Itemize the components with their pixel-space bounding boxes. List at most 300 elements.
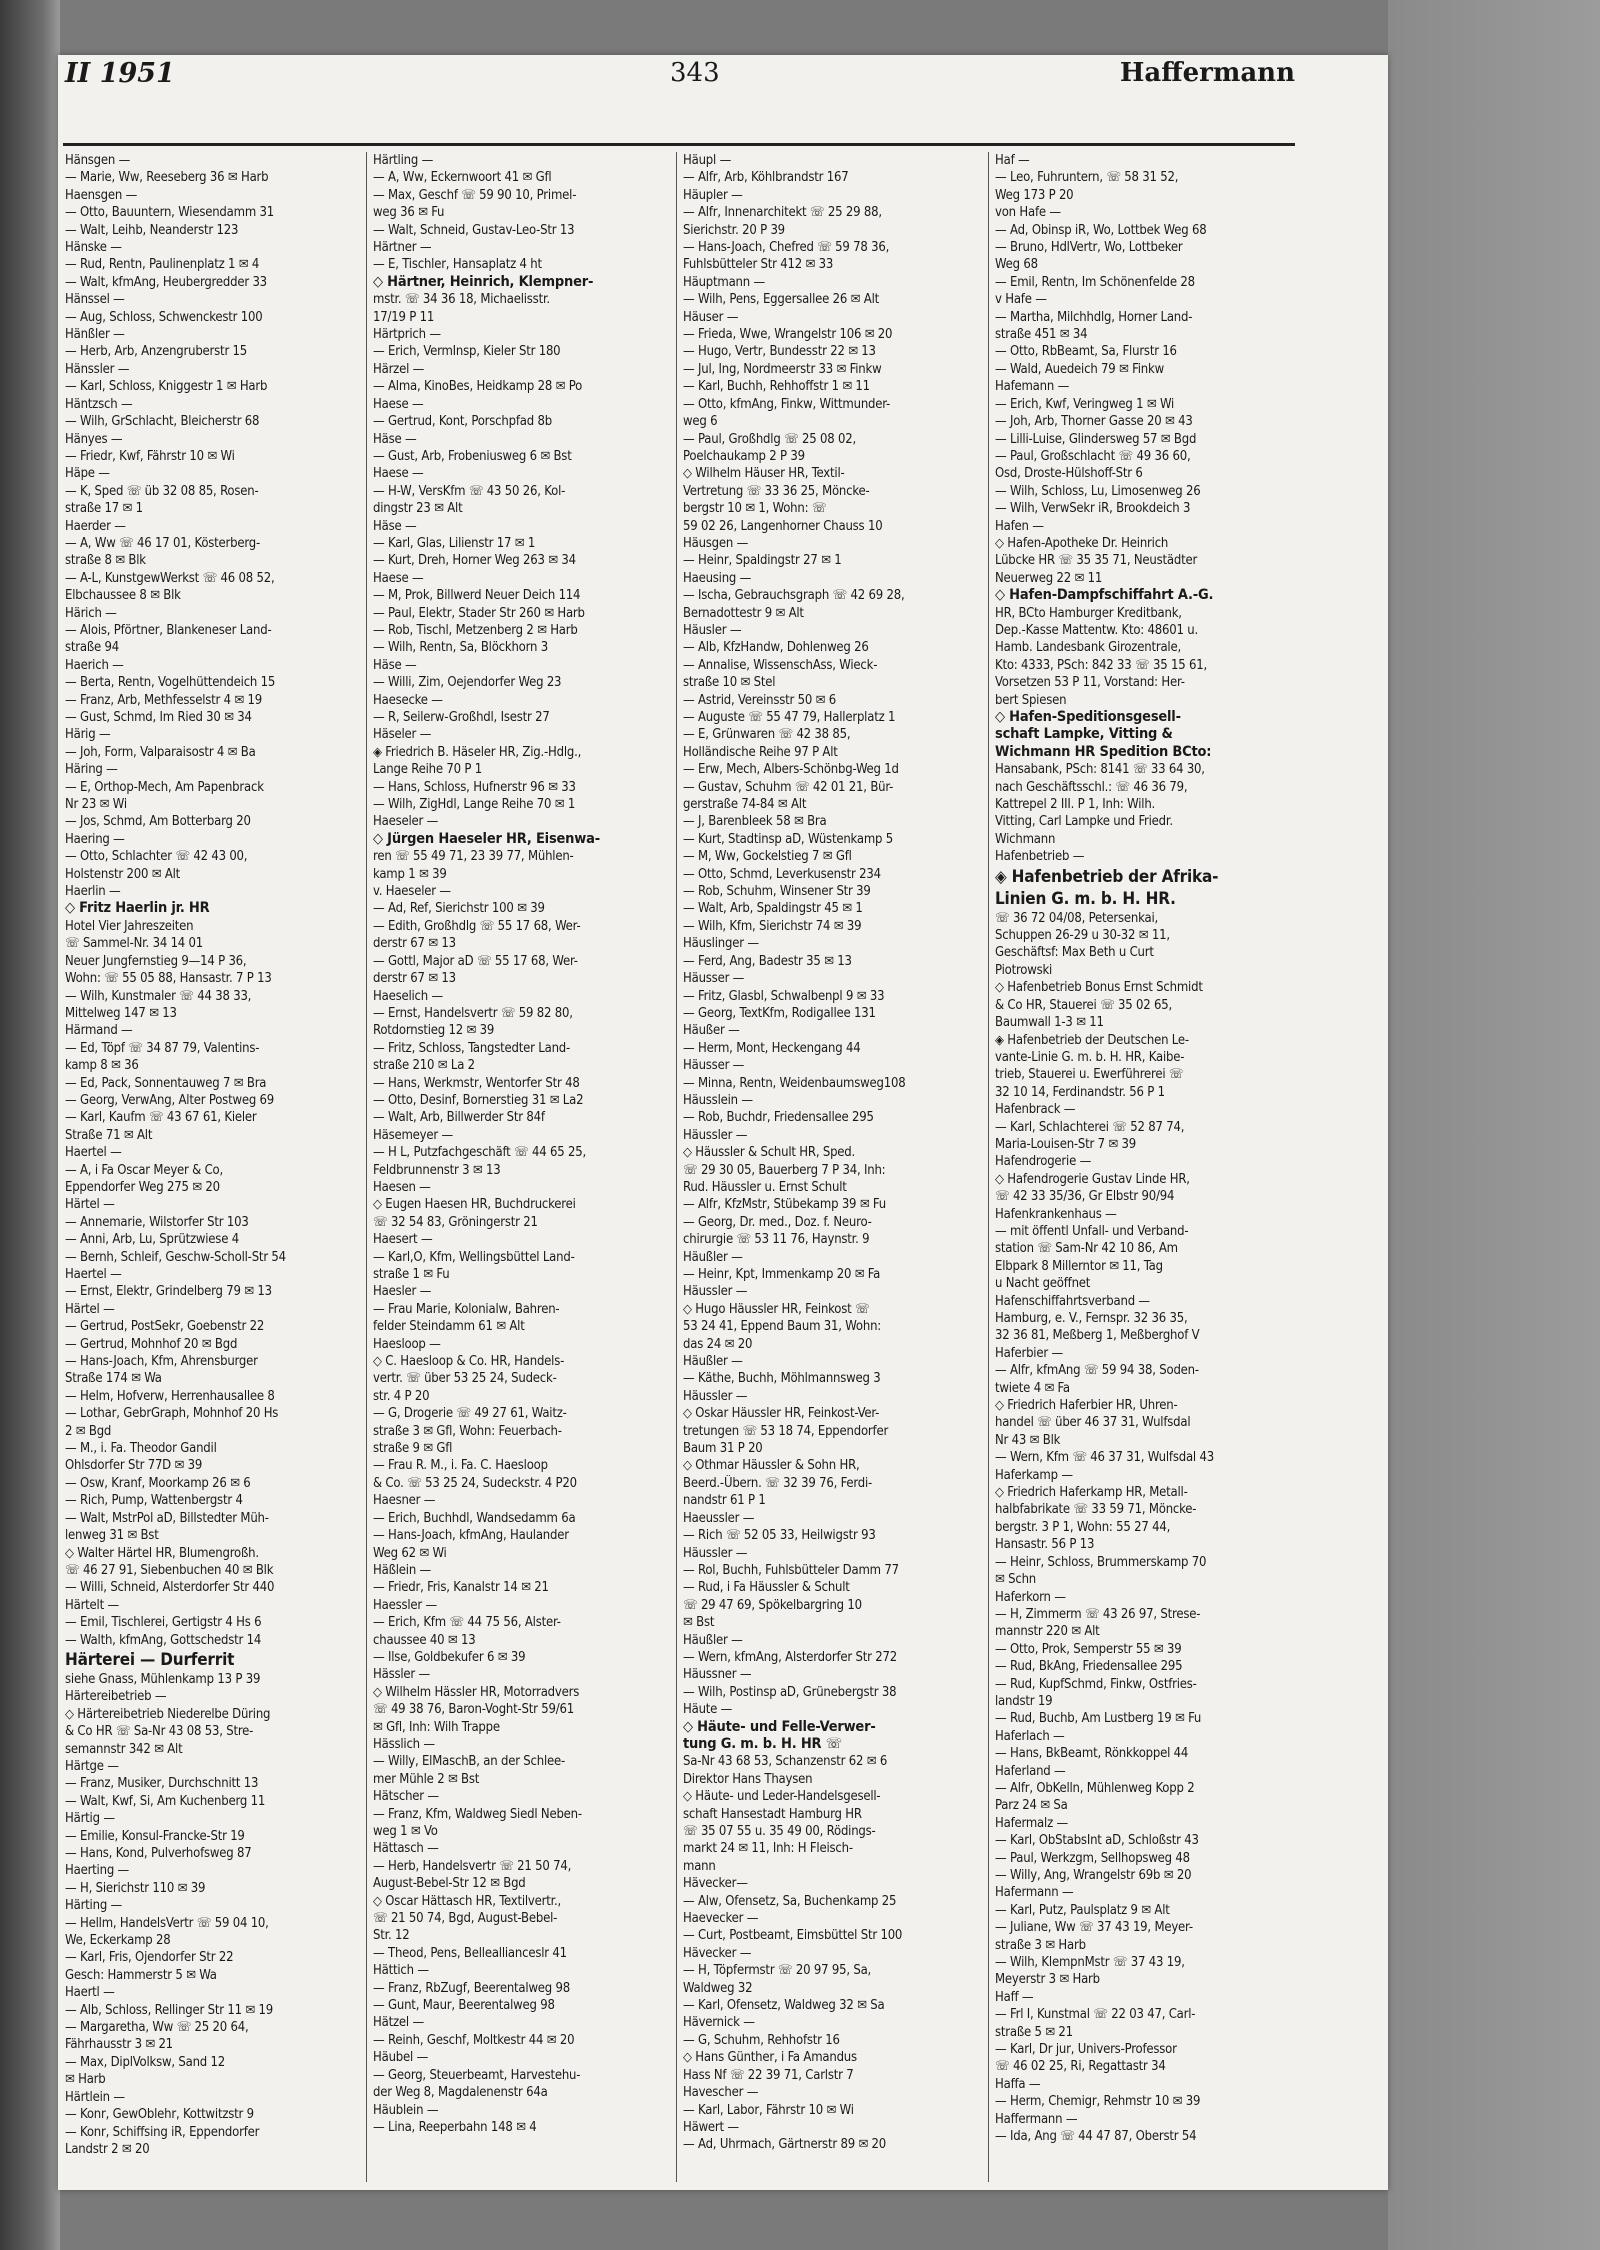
directory-entry-line: — Heinr, Kpt, Immenkamp 20 ✉ Fa [683, 1267, 881, 1282]
directory-entry-line: — Alfr, Innenarchitekt ☏ 25 29 88, [683, 205, 882, 221]
directory-entry-line: — Rol, Buchh, Fuhlsbütteler Damm 77 [683, 1562, 899, 1578]
directory-entry-line: — Walt, Schneid, Gustav-Leo-Str 13 [373, 222, 575, 238]
directory-entry-line: — Wilh, Kunstmaler ☏ 44 38 33, [65, 988, 252, 1004]
directory-entry-line: straße 3 ✉ Harb [995, 1937, 1086, 1953]
directory-entry-line: Piotrowski [995, 962, 1053, 978]
directory-entry-line: weg 1 ✉ Vo [373, 1824, 438, 1839]
directory-entry-line: ◇ Hafen-Speditionsgesell- [995, 709, 1181, 725]
directory-entry-line: — Ernst, Handelsvertr ☏ 59 82 80, [373, 1005, 573, 1021]
directory-entry-line: ◇ Eugen Haesen HR, Buchdruckerei [373, 1197, 576, 1213]
directory-entry-line: straße 10 ✉ Stel [683, 675, 776, 691]
directory-entry-line: Hänsgen — [65, 153, 131, 168]
directory-entry-line: — E, Tischler, Hansaplatz 4 ht [373, 257, 542, 273]
directory-entry-line: — Walt, Leihb, Neanderstr 123 [65, 222, 239, 238]
directory-entry-line: Hätscher — [373, 1789, 439, 1805]
directory-entry-line: — Heinr, Schloss, Brummerskamp 70 [995, 1554, 1207, 1570]
directory-entry-line: Maria-Louisen-Str 7 ✉ 39 [995, 1136, 1137, 1152]
directory-entry-line: Dep.-Kasse Mattentw. Kto: 48601 u. [995, 622, 1198, 638]
directory-entry-line: Härich — [65, 605, 117, 621]
directory-entry-line: Neuer Jungfernstieg 9—14 P 36, [65, 953, 247, 969]
directory-entry-line: — Georg, VerwAng, Alter Postweg 69 [65, 1092, 275, 1108]
directory-entry-line: Mittelweg 147 ✉ 13 [65, 1005, 177, 1021]
directory-entry-line: — H, Töpfermstr ☏ 20 97 95, Sa, [683, 1963, 872, 1979]
directory-entry-line: trieb, Stauerei u. Ewerführerei ☏ [995, 1067, 1184, 1083]
directory-entry-line: Haferkorn — [995, 1589, 1066, 1605]
directory-entry-line: Härtling — [373, 153, 434, 168]
directory-entry-line: Hafendrogerie — [995, 1154, 1092, 1170]
directory-entry-line: ◇ Hugo Häussler HR, Feinkost ☏ [683, 1301, 870, 1317]
directory-entry-line: — Friedr, Kwf, Fährstr 10 ✉ Wi [65, 448, 235, 464]
directory-entry-line: Haevecker — [683, 1911, 759, 1927]
directory-entry-line: — M, Prok, Billwerd Neuer Deich 114 [373, 588, 581, 604]
directory-entry-line: — Ilse, Goldbekufer 6 ✉ 39 [373, 1649, 526, 1665]
directory-entry-line: — Käthe, Buchh, Möhlmannsweg 3 [683, 1371, 881, 1387]
directory-entry-line: ◇ Härtereibetrieb Niederelbe Düring [65, 1706, 271, 1722]
directory-entry-line: Härzel — [373, 361, 425, 377]
directory-entry-line: Häussler — [683, 1545, 748, 1561]
directory-entry-line: Hafermalz — [995, 1815, 1069, 1831]
volume-year: II 1951 [65, 58, 175, 89]
directory-entry-line: Härtelt — [65, 1597, 119, 1613]
directory-entry-line: ✉ Schn [995, 1572, 1036, 1588]
directory-entry-line: ◈ Hafenbetrieb der Deutschen Le- [995, 1032, 1189, 1048]
directory-entry-line: Hättasch — [373, 1841, 439, 1857]
directory-entry-line: ◇ Häute- und Leder-Handelsgesell- [683, 1789, 881, 1805]
directory-entry-line: straße 9 ✉ Gfl [373, 1441, 453, 1457]
directory-entry-line: Waldweg 32 [683, 1980, 753, 1996]
directory-entry-line: Haese — [373, 466, 424, 482]
column-3 [683, 152, 978, 2182]
directory-entry-line: Holländische Reihe 97 P Alt [683, 744, 838, 760]
directory-entry-line: — Frieda, Wwe, Wrangelstr 106 ✉ 20 [683, 327, 893, 343]
directory-entry-line: ◈ Friedrich B. Häseler HR, Zig.-Hdlg., [373, 744, 582, 760]
directory-entry-line: ◇ Hafen-Dampfschiffahrt A.-G. [995, 587, 1214, 604]
directory-entry-line: Härting — [65, 1898, 123, 1914]
directory-entry-line: Landstr 2 ✉ 20 [65, 2141, 150, 2157]
directory-entry-line: — Wilh, GrSchlacht, Bleicherstr 68 [65, 414, 260, 430]
directory-entry-line: — Friedr, Fris, Kanalstr 14 ✉ 21 [373, 1580, 549, 1596]
directory-entry-line: halbfabrikate ☏ 33 59 71, Möncke- [995, 1502, 1197, 1518]
directory-entry-line: — Karl, Labor, Fährstr 10 ✉ Wi [683, 2102, 854, 2118]
directory-entry-line: — Rud, BkAng, Friedensallee 295 [995, 1659, 1183, 1675]
directory-entry-line: — Leo, Fuhruntern, ☏ 58 31 52, [995, 170, 1179, 186]
directory-entry-line: — Alma, KinoBes, Heidkamp 28 ✉ Po [373, 379, 583, 395]
directory-entry-line: — Wern, kfmAng, Alsterdorfer Str 272 [683, 1649, 897, 1665]
directory-entry-line: — Rob, Tischl, Metzenberg 2 ✉ Harb [373, 622, 578, 638]
directory-entry-line: Häupl — [683, 153, 732, 168]
directory-entry-line: — Hans-Joach, Kfm, Ahrensburger [65, 1354, 258, 1370]
directory-entry-line: — Reinh, Geschf, Moltkestr 44 ✉ 20 [373, 2032, 575, 2048]
directory-entry-line: — Wald, Auedeich 79 ✉ Finkw [995, 361, 1164, 377]
directory-entry-line: ☏ 36 72 04/08, Petersenkai, [995, 910, 1159, 926]
page-header [65, 58, 1295, 98]
directory-entry-line: — Paul, Großhdlg ☏ 25 08 02, [683, 431, 856, 447]
directory-entry-line: markt 24 ✉ 11, Inh: H Fleisch- [683, 1841, 853, 1857]
directory-entry-line: — K, Sped ☏ üb 32 08 85, Rosen- [65, 483, 259, 499]
directory-entry-line: — Wilh, ZigHdl, Lange Reihe 70 ✉ 1 [373, 797, 576, 813]
directory-entry-line: Hafemann — [995, 379, 1070, 395]
directory-entry-line: Häpe — [65, 466, 110, 482]
directory-entry-line: ☏ Sammel-Nr. 34 14 01 [65, 936, 204, 952]
directory-entry-line: — Gustav, Schuhm ☏ 42 01 21, Bür- [683, 779, 894, 795]
directory-entry-line: — Rob, Buchdr, Friedensallee 295 [683, 1110, 874, 1126]
directory-entry-line: ◇ Oscar Hättasch HR, Textilvertr., [373, 1893, 562, 1909]
directory-entry-line: Haerich — [65, 657, 124, 673]
directory-entry-line: Wichmann HR Spedition BCto: [995, 743, 1212, 760]
directory-entry-line: Hätzel — [373, 2015, 424, 2031]
directory-entry-line: — Frau R. M., i. Fa. C. Haesloop [373, 1458, 548, 1474]
directory-entry-line: straße 5 ✉ 21 [995, 2024, 1073, 2040]
directory-entry-line: — A, Ww, Eckernwoort 41 ✉ Gfl [373, 170, 552, 186]
directory-entry-line: ☏ 29 30 05, Bauerberg 7 P 34, Inh: [683, 1162, 886, 1178]
directory-entry-line: — Karl, Schlachterei ☏ 52 87 74, [995, 1119, 1185, 1135]
directory-entry-line: — Hellm, HandelsVertr ☏ 59 04 10, [65, 1915, 269, 1931]
directory-entry-line: ◇ Othmar Häussler & Sohn HR, [683, 1458, 860, 1474]
directory-entry-line: Hafermann — [995, 1885, 1074, 1901]
directory-entry-line: — A, i Fa Oscar Meyer & Co, [65, 1162, 224, 1178]
directory-entry-line: — Rud, Buchb, Am Lustberg 19 ✉ Fu [995, 1711, 1202, 1727]
directory-entry-line: Direktor Hans Thaysen [683, 1771, 813, 1787]
directory-entry-line: Fährhausstr 3 ✉ 21 [65, 2037, 173, 2053]
directory-entry-line: Vitting, Carl Lampke und Friedr. [995, 814, 1173, 830]
directory-entry-line: — Hans, Werkmstr, Wentorfer Str 48 [373, 1075, 580, 1091]
directory-entry-line: — Karl, Kaufm ☏ 43 67 61, Kieler [65, 1110, 257, 1126]
directory-entry-line: Kattrepel 2 III. P 1, Inh: Wilh. [995, 797, 1156, 813]
directory-entry-line: Haerting — [65, 1863, 130, 1879]
directory-entry-line: Str. 12 [373, 1928, 410, 1944]
directory-entry-line: ◇ Hafen-Apotheke Dr. Heinrich [995, 535, 1169, 551]
directory-entry-line: — Franz, RbZugf, Beerentalweg 98 [373, 1980, 571, 1996]
directory-entry-line: — E, Grünwaren ☏ 42 38 85, [683, 727, 851, 743]
directory-entry-line: Hamb. Landesbank Girozentrale, [995, 640, 1181, 656]
directory-entry-line: nach Geschäftsschl.: ☏ 46 36 79, [995, 779, 1188, 795]
directory-entry-line: — Emil, Rentn, Im Schönenfelde 28 [995, 274, 1195, 290]
directory-entry-line: — G, Schuhm, Rehhofstr 16 [683, 2032, 840, 2048]
directory-entry-line: Ohlsdorfer Str 77D ✉ 39 [65, 1458, 203, 1474]
directory-entry-line: — Paul, Werkzgm, Sellhopsweg 48 [995, 1850, 1190, 1866]
directory-entry-line: — Georg, Steuerbeamt, Harvestehu- [373, 2067, 581, 2083]
directory-entry-line: Härmand — [65, 1023, 133, 1039]
directory-entry-line: Härtge — [65, 1758, 119, 1774]
directory-entry-line: — Gertrud, Kont, Porschpfad 8b [373, 414, 552, 430]
directory-entry-line: Poelchaukamp 2 P 39 [683, 448, 805, 464]
directory-entry-line: — Gunt, Maur, Beerentalweg 98 [373, 1998, 555, 2014]
directory-entry-line: landstr 19 [995, 1693, 1053, 1709]
directory-entry-line: Fuhlsbütteler Str 412 ✉ 33 [683, 257, 834, 273]
directory-entry-line: — Aug, Schloss, Schwenckestr 100 [65, 309, 263, 325]
directory-entry-line: — M, Ww, Gockelstieg 7 ✉ Gfl [683, 849, 852, 865]
directory-entry-line: ◈ Hafenbetrieb der Afrika- [995, 866, 1219, 887]
directory-entry-line: — Georg, Dr. med., Doz. f. Neuro- [683, 1214, 872, 1230]
directory-entry-line: Haeussler — [683, 1510, 755, 1526]
directory-entry-line: Haeseler — [373, 814, 439, 830]
directory-entry-line: — Willi, Schneid, Alsterdorfer Str 440 [65, 1580, 275, 1596]
directory-entry-line: mann [683, 1858, 716, 1874]
directory-entry-line: Hänssel — [65, 292, 125, 308]
directory-entry-line: — Marie, Ww, Reeseberg 36 ✉ Harb [65, 170, 269, 186]
directory-entry-line: station ☏ Sam-Nr 42 10 86, Am [995, 1241, 1178, 1257]
directory-entry-line: bergstr. 3 P 1, Wohn: 55 27 44, [995, 1519, 1171, 1535]
directory-entry-line: — Joh, Arb, Thorner Gasse 20 ✉ 43 [995, 414, 1193, 430]
directory-entry-line: — Karl,O, Kfm, Wellingsbüttel Land- [373, 1249, 575, 1265]
directory-entry-line: Häuslinger — [683, 936, 759, 952]
directory-entry-line: vante-Linie G. m. b. H. HR, Kaibe- [995, 1049, 1185, 1065]
directory-entry-line: — R, Seilerw-Großhdl, Isestr 27 [373, 710, 550, 725]
directory-entry-line: Haertl — [65, 1985, 115, 2001]
directory-entry-line: 2 ✉ Bgd [65, 1423, 112, 1439]
directory-entry-line: — Erich, Kfm ☏ 44 75 56, Alster- [373, 1615, 561, 1631]
directory-entry-line: Häußer — [683, 1023, 740, 1039]
directory-entry-line: — Ed, Pack, Sonnentauweg 7 ✉ Bra [65, 1075, 267, 1091]
directory-entry-line: — Fritz, Glasbl, Schwalbenpl 9 ✉ 33 [683, 988, 885, 1004]
directory-entry-line: — Karl, Dr jur, Univers-Professor [995, 2042, 1177, 2058]
directory-entry-line: ✉ Harb [65, 2072, 106, 2088]
directory-entry-line: Haese — [373, 570, 424, 586]
directory-entry-line: siehe Gnass, Mühlenkamp 13 P 39 [65, 1671, 261, 1687]
directory-entry-line: — Karl, Glas, Lilienstr 17 ✉ 1 [373, 535, 536, 551]
directory-entry-line: dingstr 23 ✉ Alt [373, 501, 463, 517]
directory-entry-line: — Max, Geschf ☏ 59 90 10, Primel- [373, 187, 577, 203]
directory-entry-line: Nr 43 ✉ Blk [995, 1432, 1061, 1448]
directory-entry-line: — Berta, Rentn, Vogelhüttendeich 15 [65, 675, 276, 691]
directory-entry-line: — Hans, Schloss, Hufnerstr 96 ✉ 33 [373, 779, 576, 795]
directory-entry-line: — Hans, BkBeamt, Rönkkoppel 44 [995, 1746, 1189, 1762]
directory-entry-line: ◇ Hafendrogerie Gustav Linde HR, [995, 1171, 1190, 1187]
column-divider [676, 152, 677, 2182]
directory-entry-line: kamp 8 ✉ 36 [65, 1058, 139, 1074]
directory-entry-line: der Weg 8, Magdalenenstr 64a [373, 2085, 548, 2101]
directory-entry-line: — Paul, Großschlacht ☏ 49 36 60, [995, 448, 1191, 464]
directory-entry-line: Häusgen — [683, 535, 749, 551]
directory-entry-line: Hafenschiffahrtsverband — [995, 1293, 1150, 1309]
directory-entry-line: Rud. Häussler u. Ernst Schult [683, 1179, 847, 1195]
directory-entry-line: — Franz, Kfm, Waldweg Siedl Neben- [373, 1806, 582, 1822]
directory-entry-line: — Anni, Arb, Lu, Sprützwiese 4 [65, 1232, 239, 1248]
directory-entry-line: tung G. m. b. H. HR ☏ [683, 1735, 842, 1752]
directory-entry-line: — Joh, Form, Valparaisostr 4 ✉ Ba [65, 744, 256, 760]
column-1 [65, 152, 360, 2182]
directory-entry-line: — Astrid, Vereinsstr 50 ✉ 6 [683, 692, 836, 708]
directory-entry-line: Parz 24 ✉ Sa [995, 1798, 1068, 1814]
directory-entry-line: — Heinr, Spaldingstr 27 ✉ 1 [683, 553, 842, 569]
directory-entry-line: Häußler — [683, 1632, 743, 1648]
directory-entry-line: Neuerweg 22 ✉ 11 [995, 570, 1103, 586]
directory-entry-line: — Bernh, Schleif, Geschw-Scholl-Str 54 [65, 1249, 286, 1265]
directory-entry-line: Straße 71 ✉ Alt [65, 1127, 153, 1143]
directory-entry-line: ◇ Härtner, Heinrich, Klempner- [373, 273, 594, 290]
directory-entry-line: 32 36 81, Meßberg 1, Meßberghof V [995, 1328, 1200, 1344]
directory-entry-line: Hafenbrack — [995, 1102, 1076, 1118]
directory-entry-line: Sa-Nr 43 68 53, Schanzenstr 62 ✉ 6 [683, 1754, 888, 1770]
directory-entry-line: schaft Lampke, Vitting & [995, 726, 1173, 743]
directory-entry-line: Hänyes — [65, 431, 123, 447]
directory-entry-line: ◇ Walter Härtel HR, Blumengroßh. [65, 1545, 259, 1561]
directory-entry-line: Haesen — [373, 1179, 431, 1195]
directory-entry-line: — Alb, Schloss, Rellinger Str 11 ✉ 19 [65, 2002, 273, 2018]
directory-entry-line: — Ida, Ang ☏ 44 47 87, Oberstr 54 [995, 2129, 1197, 2145]
directory-entry-line: vertr. ☏ über 53 25 24, Sudeck- [373, 1371, 557, 1387]
directory-entry-line: Häsemeyer — [373, 1127, 453, 1143]
directory-entry-line: Hänske — [65, 240, 122, 256]
directory-entry-line: — M., i. Fa. Theodor Gandil [65, 1441, 217, 1457]
directory-entry-line: — Minna, Rentn, Weidenbaumsweg108 [683, 1075, 906, 1091]
directory-entry-line: ☏ 42 33 35/36, Gr Elbstr 90/94 [995, 1189, 1175, 1205]
directory-entry-line: — Ad, Uhrmach, Gärtnerstr 89 ✉ 20 [683, 2137, 887, 2153]
directory-entry-line: Härtlein — [65, 2089, 125, 2105]
directory-entry-line: Häußler — [683, 1249, 743, 1265]
directory-entry-line: Nr 23 ✉ Wi [65, 797, 127, 813]
directory-entry-line: Vorsetzen 53 P 11, Vorstand: Her- [995, 675, 1185, 691]
directory-entry-line: ◇ Häussler & Schult HR, Sped. [683, 1145, 856, 1161]
directory-entry-line: ◇ Fritz Haerlin jr. HR [65, 900, 210, 917]
directory-entry-line: gerstraße 74-84 ✉ Alt [683, 797, 807, 813]
directory-entry-line: das 24 ✉ 20 [683, 1336, 753, 1352]
directory-entry-line: — Gust, Arb, Frobeniusweg 6 ✉ Bst [373, 448, 572, 464]
directory-entry-line: Vertretung ☏ 33 36 25, Möncke- [683, 483, 870, 499]
directory-entry-line: Wohn: ☏ 55 05 88, Hansastr. 7 P 13 [65, 971, 272, 987]
directory-entry-line: August-Bebel-Str 12 ✉ Bgd [373, 1876, 526, 1892]
scan-background [1388, 0, 1600, 2250]
directory-entry-line: & Co. ☏ 53 25 24, Sudeckstr. 4 P20 [373, 1475, 577, 1491]
directory-entry-line: Häwert — [683, 2119, 739, 2135]
directory-entry-line: — Wilh, Pens, Eggersallee 26 ✉ Alt [683, 292, 880, 308]
directory-entry-line: — Gust, Schmd, Im Ried 30 ✉ 34 [65, 710, 252, 725]
directory-entry-line: Lange Reihe 70 P 1 [373, 762, 482, 778]
directory-entry-line: Hänßler — [65, 327, 125, 343]
directory-entry-line: — Karl, Putz, Paulsplatz 9 ✉ Alt [995, 1902, 1170, 1918]
directory-entry-line: ☏ 35 07 55 u. 35 49 00, Rödings- [683, 1824, 876, 1839]
directory-entry-line: Weg 62 ✉ Wi [373, 1545, 447, 1561]
column-divider [366, 152, 367, 2182]
directory-entry-line: straße 451 ✉ 34 [995, 327, 1088, 343]
directory-entry-line: — Bruno, HdlVertr, Wo, Lottbeker [995, 240, 1183, 256]
running-head: Haffermann [1119, 58, 1295, 88]
directory-entry-line: — Otto, Bauuntern, Wiesendamm 31 [65, 205, 275, 221]
directory-entry-line: — Curt, Postbeamt, Eimsbüttel Str 100 [683, 1928, 903, 1944]
directory-entry-line: — Gertrud, PostSekr, Goebenstr 22 [65, 1319, 265, 1335]
directory-entry-line: Hansastr. 56 P 13 [995, 1537, 1095, 1553]
directory-entry-line: Hättich — [373, 1963, 429, 1979]
directory-entry-line: ☏ 49 38 76, Baron-Voght-Str 59/61 [373, 1702, 574, 1718]
directory-entry-line: — Karl, Fris, Ojendorfer Str 22 [65, 1950, 234, 1966]
directory-entry-line: Häusser — [683, 971, 745, 987]
directory-entry-line: str. 4 P 20 [373, 1388, 430, 1404]
directory-entry-line: Haertel — [65, 1267, 122, 1282]
directory-entry-line: ◇ Hans Günther, i Fa Amandus [683, 2050, 857, 2066]
directory-entry-line: & Co HR ☏ Sa-Nr 43 08 53, Stre- [65, 1724, 254, 1740]
directory-entry-line: Härtprich — [373, 327, 441, 343]
directory-entry-line: — Lilli-Luise, Glindersweg 57 ✉ Bgd [995, 431, 1197, 447]
directory-entry-line: Häßlein — [373, 1562, 432, 1578]
directory-entry-line: straße 17 ✉ 1 [65, 501, 143, 517]
directory-entry-line: ren ☏ 55 49 71, 23 39 77, Mühlen- [373, 849, 574, 865]
directory-entry-line: — Theod, Pens, Belleallianceslr 41 [373, 1945, 567, 1961]
directory-entry-line: Hass Nf ☏ 22 39 71, Carlstr 7 [683, 2067, 854, 2083]
directory-entry-line: Häuser — [683, 309, 739, 325]
directory-entry-line: — Alb, KfzHandw, Dohlenweg 26 [683, 640, 869, 656]
directory-entry-line: — Hans-Joach, kfmAng, Haulander [373, 1528, 569, 1544]
directory-entry-line: — Georg, TextKfm, Rodigallee 131 [683, 1005, 876, 1021]
directory-entry-line: Haf — [995, 153, 1030, 168]
directory-entry-line: — A, Ww ☏ 46 17 01, Kösterberg- [65, 535, 261, 551]
directory-entry-line: Hävecker — [683, 1945, 752, 1961]
directory-entry-line: — Wilh, VerwSekr iR, Brookdeich 3 [995, 501, 1191, 517]
directory-entry-line: Meyerstr 3 ✉ Harb [995, 1972, 1100, 1988]
directory-entry-line: Osd, Droste-Hülshoff-Str 6 [995, 466, 1143, 482]
directory-entry-line: Härtner — [373, 240, 432, 256]
directory-entry-line: Elbchaussee 8 ✉ Blk [65, 588, 181, 604]
directory-entry-line: — Martha, Milchhdlg, Horner Land- [995, 309, 1193, 325]
directory-entry-line: Haferbier — [995, 1345, 1063, 1361]
directory-entry-line: — Fritz, Schloss, Tangstedter Land- [373, 1040, 571, 1056]
directory-entry-line: Haesloop — [373, 1336, 441, 1352]
directory-entry-line: Hässlich — [373, 1736, 435, 1752]
directory-entry-line: Haferlach — [995, 1728, 1065, 1744]
directory-entry-line: — Edith, Großhdlg ☏ 55 17 68, Wer- [373, 918, 581, 934]
directory-entry-line: Häntzsch — [65, 396, 133, 412]
directory-entry-line: — Konr, Schiffsing iR, Eppendorfer [65, 2124, 260, 2140]
directory-entry-line: & Co HR, Stauerei ☏ 35 02 65, [995, 997, 1173, 1013]
directory-entry-line: — Alfr, ObKelln, Mühlenweg Kopp 2 [995, 1780, 1195, 1796]
directory-entry-line: — Rud, KupfSchmd, Finkw, Ostfries- [995, 1676, 1197, 1692]
directory-entry-line: chaussee 40 ✉ 13 [373, 1632, 476, 1648]
directory-entry-line: ◇ C. Haesloop & Co. HR, Handels- [373, 1354, 565, 1370]
directory-entry-line: ◇ Friedrich Haferkamp HR, Metall- [995, 1485, 1188, 1501]
directory-entry-line: von Hafe — [995, 205, 1061, 221]
directory-entry-line: — Ischa, Gebrauchsgraph ☏ 42 69 28, [683, 588, 905, 604]
directory-entry-line: Haessler — [373, 1597, 438, 1613]
directory-entry-line: chirurgie ☏ 53 11 76, Haynstr. 9 [683, 1232, 870, 1248]
directory-entry-line: — Ed, Töpf ☏ 34 87 79, Valentins- [65, 1040, 260, 1056]
directory-entry-line: Haesler — [373, 1284, 432, 1300]
directory-entry-line: — Erw, Mech, Albers-Schönbg-Weg 1d [683, 762, 899, 778]
directory-entry-line: schaft Hansestadt Hamburg HR [683, 1806, 862, 1822]
directory-entry-line: ◇ Oskar Häussler HR, Feinkost-Ver- [683, 1406, 880, 1422]
directory-entry-line: Härtel — [65, 1197, 115, 1213]
directory-entry-line: Haese — [373, 396, 424, 412]
directory-entry-line: Hävernick — [683, 2015, 755, 2031]
directory-entry-line: Haffa — [995, 2076, 1041, 2092]
directory-entry-line: Rotdornstieg 12 ✉ 39 [373, 1023, 495, 1039]
directory-entry-line: Haferkamp — [995, 1467, 1073, 1483]
directory-entry-line: Hafen — [995, 518, 1044, 534]
directory-entry-line: — Hans, Kond, Pulverhofsweg 87 [65, 1846, 252, 1861]
directory-entry-line: tretungen ☏ 53 18 74, Eppendorfer [683, 1423, 889, 1439]
directory-entry-line: Häring — [65, 762, 118, 778]
directory-entry-line: Häubel — [373, 2050, 429, 2066]
directory-entry-line: Lübcke HR ☏ 35 35 71, Neustädter [995, 553, 1198, 569]
directory-entry-line: derstr 67 ✉ 13 [373, 936, 456, 952]
directory-entry-line: ◇ Wilhelm Hässler HR, Motorradvers [373, 1684, 580, 1700]
directory-entry-line: Feldbrunnenstr 3 ✉ 13 [373, 1162, 501, 1178]
directory-entry-line: — Alfr, kfmAng ☏ 59 94 38, Soden- [995, 1363, 1199, 1379]
directory-entry-line: ✉ Gfl, Inh: Wilh Trappe [373, 1719, 500, 1735]
directory-entry-line: — Otto, RbBeamt, Sa, Flurstr 16 [995, 344, 1177, 360]
directory-entry-line: — Karl, Schloss, Kniggestr 1 ✉ Harb [65, 379, 268, 395]
directory-entry-line: — Wilh, Kfm, Sierichstr 74 ✉ 39 [683, 918, 862, 934]
directory-entry-line: — Wilh, Postinsp aD, Grünebergstr 38 [683, 1684, 897, 1700]
directory-entry-line: — Wern, Kfm ☏ 46 37 31, Wulfsdal 43 [995, 1450, 1214, 1466]
directory-entry-line: Haesner — [373, 1493, 436, 1509]
directory-entry-line: — Helm, Hofverw, Herrenhausallee 8 [65, 1388, 275, 1404]
directory-entry-line: Haertel — [65, 1145, 122, 1161]
directory-entry-line: Elbpark 8 Millerntor ✉ 11, Tag [995, 1258, 1163, 1274]
directory-entry-line: — Willy, Ang, Wrangelstr 69b ✉ 20 [995, 1868, 1192, 1883]
directory-entry-line: mstr. ☏ 34 36 18, Michaelisstr. [373, 292, 550, 308]
directory-entry-line: Beerd.-Übern. ☏ 32 39 76, Ferdi- [683, 1475, 873, 1491]
directory-entry-line: v Hafe — [995, 292, 1047, 308]
directory-entry-line: — Otto, kfmAng, Finkw, Wittmunder- [683, 396, 891, 412]
